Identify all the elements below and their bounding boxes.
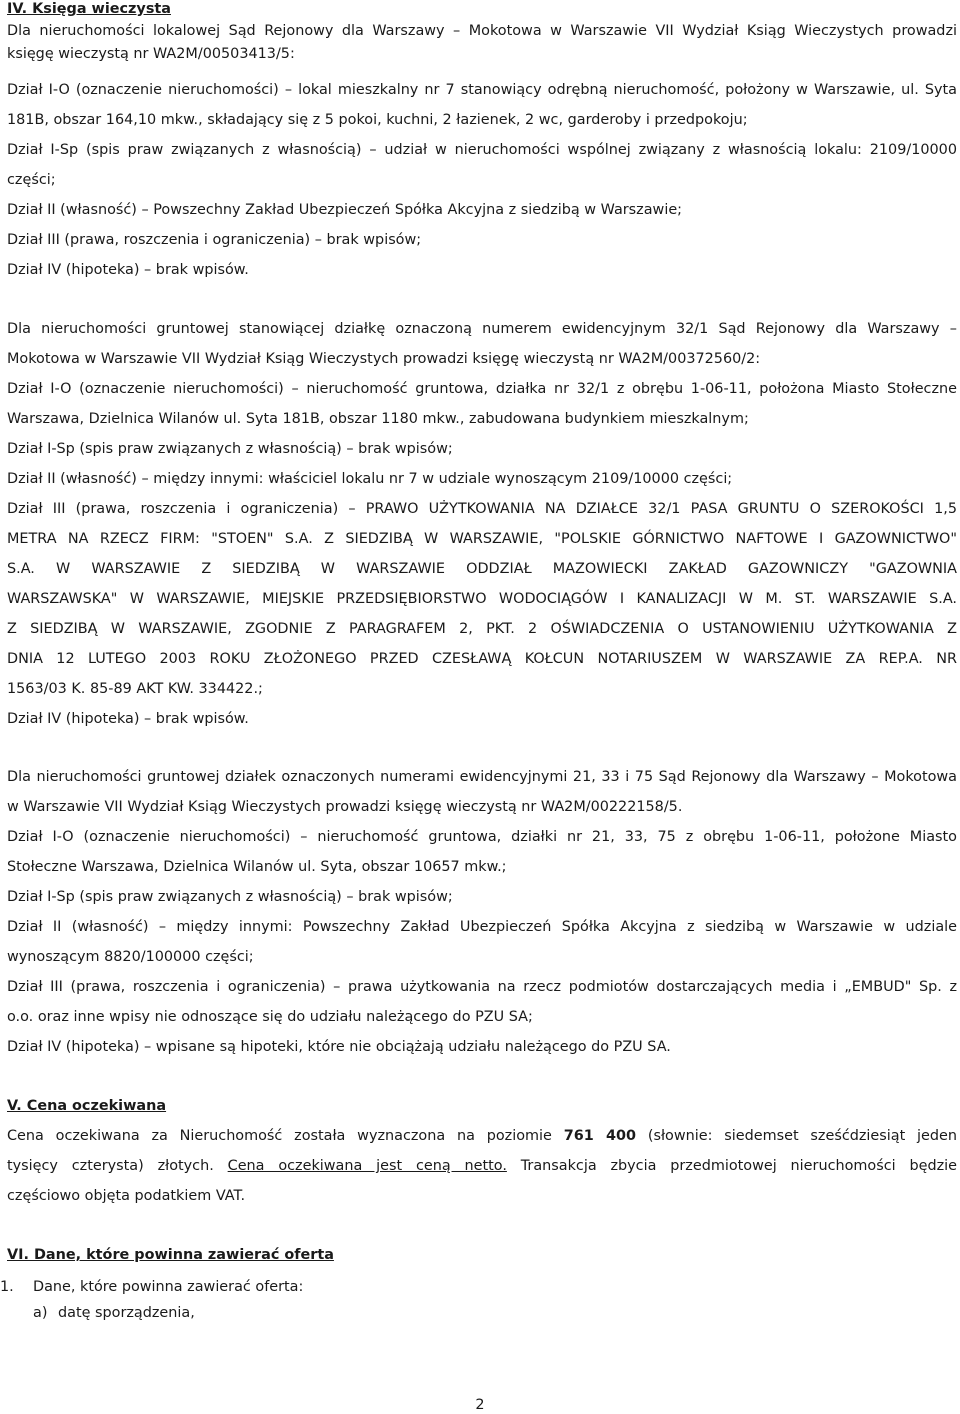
paragraph-line: 181B, obszar 164,10 mkw., składający się z 5 pokoi, kuchni, 2 łazienek, 2 wc, garderoby i przedpokoju; (7, 112, 748, 128)
paragraph-line: Dział II (własność) – między innymi: Powszechny Zakład Ubezpieczeń Spółka Akcyjna z siedzibą w Warszawie w udziale (7, 919, 957, 935)
paragraph-line: księgę wieczystą nr WA2M/00503413/5: (7, 46, 295, 62)
paragraph-line: Dla nieruchomości gruntowej stanowiącej działkę oznaczoną numerem ewidencyjnym 32/1 Sąd Rejonowy dla Warszawy – (7, 321, 957, 337)
section-vi-heading: VI. Dane, które powinna zawierać oferta (7, 1247, 334, 1263)
list-subitem-text: datę sporządzenia, (58, 1305, 195, 1321)
paragraph-line: Dział III (prawa, roszczenia i ograniczenia) – brak wpisów; (7, 232, 422, 248)
paragraph-line: Dział I-O (oznaczenie nieruchomości) – nieruchomość gruntowa, działki nr 21, 33, 75 z obrębu 1-06-11, położone Miasto (7, 829, 957, 845)
paragraph-line: w Warszawie VII Wydział Ksiąg Wieczystych prowadzi księgę wieczystą nr WA2M/00222158/5. (7, 799, 683, 815)
price-paragraph-line (7, 1157, 957, 1175)
net-price-note: Cena oczekiwana jest ceną netto. (227, 1158, 507, 1174)
list-subitem (33, 1304, 960, 1322)
paragraph-line: Dział I-O (oznaczenie nieruchomości) – nieruchomość gruntowa, działka nr 32/1 z obrębu 1-06-11, położona Miasto Stołeczne (7, 381, 957, 397)
price-text-after: Transakcja zbycia przedmiotowej nieruchomości będzie (506, 1158, 957, 1174)
list-item-number: 1. (0, 1279, 14, 1295)
paragraph-line: Dział I-Sp (spis praw związanych z własnością) – udział w nieruchomości wspólnej związany z własnością lokalu: 2109/10000 (7, 142, 957, 158)
price-paragraph-line (7, 1127, 957, 1145)
price-paragraph-line: częściowo objęta podatkiem VAT. (7, 1188, 246, 1204)
paragraph-line: Dział I-Sp (spis praw związanych z własnością) – brak wpisów; (7, 441, 453, 457)
list-item (0, 1278, 950, 1296)
paragraph-line: Dział III (prawa, roszczenia i ograniczenia) – prawa użytkowania na rzecz podmiotów dostarczających media i „EMBUD" Sp. z (7, 979, 957, 995)
paragraph-line: Dział IV (hipoteka) – brak wpisów. (7, 711, 249, 727)
paragraph-line: Dział II (własność) – Powszechny Zakład Ubezpieczeń Spółka Akcyjna z siedzibą w Warszawie; (7, 202, 683, 218)
paragraph-line: o.o. oraz inne wpisy nie odnoszące się do udziału należącego do PZU SA; (7, 1009, 533, 1025)
paragraph-line: Dział I-Sp (spis praw związanych z własnością) – brak wpisów; (7, 889, 453, 905)
page-number: 2 (475, 1397, 485, 1413)
paragraph-line: części; (7, 172, 56, 188)
paragraph-line: WARSZAWSKA" W WARSZAWIE, MIEJSKIE PRZEDSIĘBIORSTWO WODOCIĄGÓW I KANALIZACJI W M. ST. WARSZAWIE S.A. (7, 591, 957, 607)
paragraph-line: Warszawa, Dzielnica Wilanów ul. Syta 181B, obszar 1180 mkw., zabudowana budynkiem mieszkalnym; (7, 411, 749, 427)
price-text-before: tysięcy czterysta) złotych. (7, 1158, 228, 1174)
paragraph-line: METRA NA RZECZ FIRM: "STOEN" S.A. Z SIEDZIBĄ W WARSZAWIE, "POLSKIE GÓRNICTWO NAFTOWE I GAZOWNICTWO" (7, 531, 957, 547)
price-text-after: (słownie: siedemset sześćdziesiąt jeden (636, 1128, 957, 1144)
list-item-text: Dane, które powinna zawierać oferta: (33, 1279, 304, 1295)
paragraph-line: Stołeczne Warszawa, Dzielnica Wilanów ul. Syta, obszar 10657 mkw.; (7, 859, 507, 875)
paragraph-line: Dział II (własność) – między innymi: właściciel lokalu nr 7 w udziale wynoszącym 2109/10000 części; (7, 471, 733, 487)
paragraph-line: Mokotowa w Warszawie VII Wydział Ksiąg Wieczystych prowadzi księgę wieczystą nr WA2M/00372560/2: (7, 351, 761, 367)
paragraph-line: Dział III (prawa, roszczenia i ograniczenia) – PRAWO UŻYTKOWANIA NA DZIAŁCE 32/1 PASA GRUNTU O SZEROKOŚCI 1,5 (7, 501, 957, 517)
price-text-before: Cena oczekiwana za Nieruchomość została wyznaczona na poziomie (7, 1128, 564, 1144)
price-value: 761 400 (563, 1128, 637, 1144)
paragraph-line: Dział IV (hipoteka) – wpisane są hipoteki, które nie obciążają udziału należącego do PZU SA. (7, 1039, 671, 1055)
paragraph-line: Dział IV (hipoteka) – brak wpisów. (7, 262, 249, 278)
paragraph-line: Dział I-O (oznaczenie nieruchomości) – lokal mieszkalny nr 7 stanowiący odrębną nieruchomość, położony w Warszawie, ul. Syta (7, 82, 957, 98)
paragraph-line: Dla nieruchomości gruntowej działek oznaczonych numerami ewidencyjnymi 21, 33 i 75 Sąd Rejonowy dla Warszawy – Mokotowa (7, 769, 957, 785)
list-subitem-letter: a) (33, 1305, 48, 1321)
paragraph-line: DNIA 12 LUTEGO 2003 ROKU ZŁOŻONEGO PRZED CZESŁAWĄ KOŁCUN NOTARIUSZEM W WARSZAWIE ZA REP.A. NR (7, 651, 957, 667)
paragraph-line: Z SIEDZIBĄ W WARSZAWIE, ZGODNIE Z PARAGRAFEM 2, PKT. 2 OŚWIADCZENIA O USTANOWIENIU UŻYTKOWANIA Z (7, 621, 957, 637)
paragraph-line: S.A. W WARSZAWIE Z SIEDZIBĄ W WARSZAWIE ODDZIAŁ MAZOWIECKI ZAKŁAD GAZOWNICZY "GAZOWNIA (7, 561, 957, 577)
paragraph-line: Dla nieruchomości lokalowej Sąd Rejonowy dla Warszawy – Mokotowa w Warszawie VII Wydział Ksiąg Wieczystych prowadzi (7, 23, 957, 39)
paragraph-line: wynoszącym 8820/100000 części; (7, 949, 254, 965)
section-v-heading: V. Cena oczekiwana (7, 1098, 167, 1114)
section-iv-heading: IV. Księga wieczysta (7, 1, 171, 17)
paragraph-line: 1563/03 K. 85-89 AKT KW. 334422.; (7, 681, 263, 697)
